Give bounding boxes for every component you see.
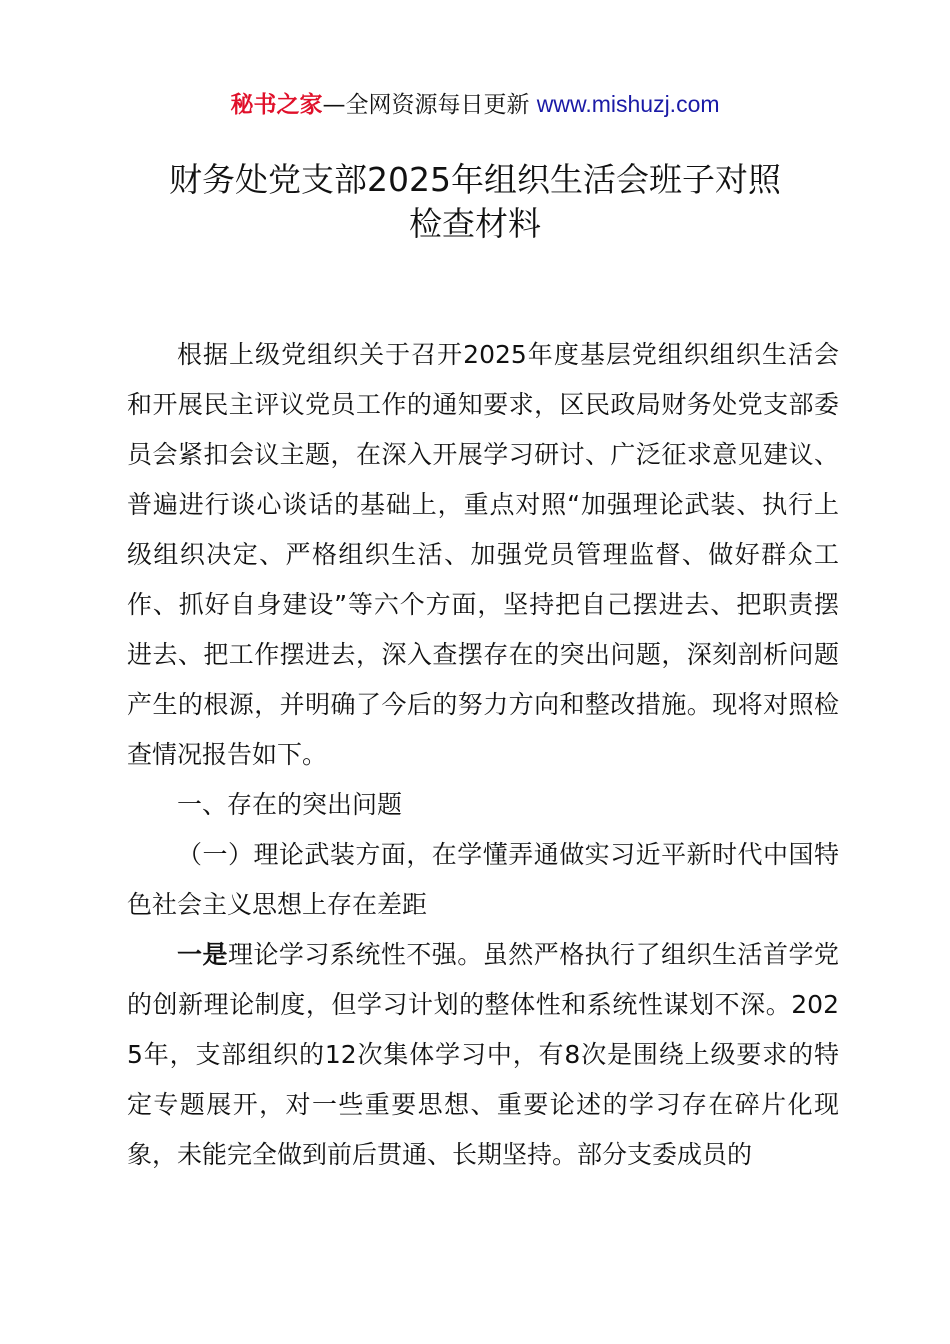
intro-paragraph: 根据上级党组织关于召开2025年度基层党组织组织生活会和开展民主评议党员工作的通知要求，区民政局财务处党支部委员会紧扣会议主题，在深入开展学习研讨、广泛征求意见建议、普遍进行谈心谈话的基础上，重点对照“加强理论武装、执行上级组织决定、严格组织生活、加强党员管理监督、做好群众工作、抓好自身建设”等六个方面，坚持把自己摆进去、把职责摆进去、把工作摆进去，深入查摆存在的突出问题，深刻剖析问题产生的根源，并明确了今后的努力方向和整改措施。现将对照检查情况报告如下。 bbox=[127, 340, 839, 769]
site-url-link[interactable]: www.mishuzj.com bbox=[536, 91, 720, 117]
point-1-lead: 一是 bbox=[177, 940, 228, 969]
document-title-line-2: 检查材料 bbox=[409, 204, 541, 243]
site-tagline: —全网资源每日更新 bbox=[322, 92, 537, 118]
site-header bbox=[0, 86, 950, 123]
site-brand: 秘书之家 bbox=[230, 92, 323, 118]
document-body bbox=[127, 330, 839, 1180]
section-heading-1: 一、存在的突出问题 bbox=[177, 790, 403, 819]
point-1-text: 理论学习系统性不强。虽然严格执行了组织生活首学党的创新理论制度，但学习计划的整体性和系统性谋划不深。2025年，支部组织的12次集体学习中，有8次是围绕上级要求的特定专题展开，对一些重要思想、重要论述的学习存在碎片化现象，未能完全做到前后贯通、长期坚持。部分支委成员的 bbox=[127, 940, 839, 1169]
document-title bbox=[110, 158, 840, 246]
document-title-line-1: 财务处党支部2025年组织生活会班子对照 bbox=[169, 160, 781, 199]
point-1-paragraph bbox=[127, 930, 839, 1180]
subsection-heading-1: （一）理论武装方面，在学懂弄通做实习近平新时代中国特色社会主义思想上存在差距 bbox=[127, 840, 839, 919]
